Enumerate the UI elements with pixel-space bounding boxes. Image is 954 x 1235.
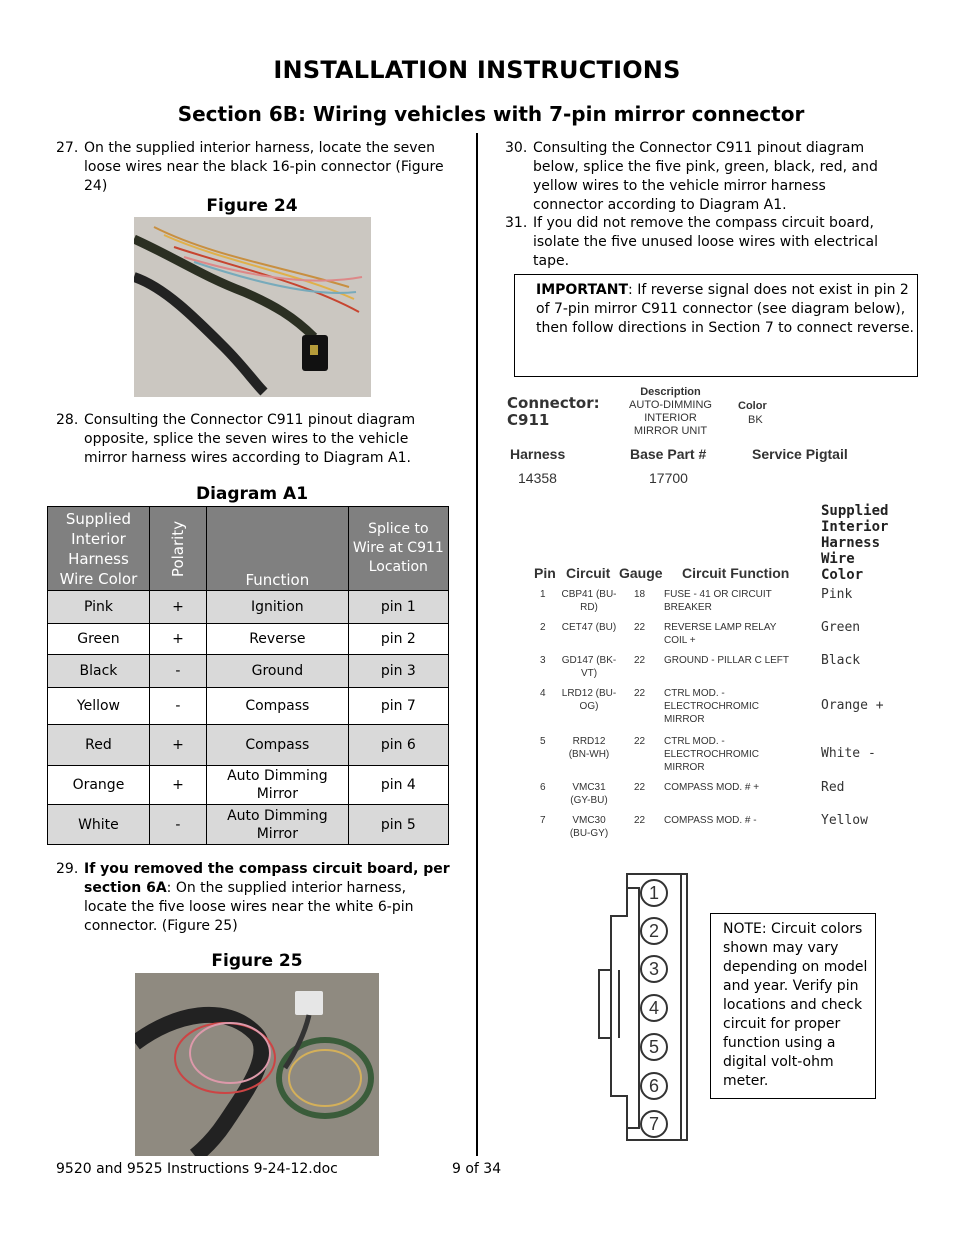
- cell-function: Auto Dimming Mirror: [207, 805, 349, 845]
- harness-photo-image-2: [135, 973, 379, 1156]
- description-line: MIRROR UNIT: [633, 425, 708, 437]
- pin-label: 5: [648, 1037, 660, 1057]
- step-31: [505, 214, 900, 271]
- step-text: If you did not remove the compass circuit board, isolate the five unused loose wires with electrical tape.: [533, 215, 879, 269]
- diagram-a1-caption: Diagram A1: [195, 484, 309, 504]
- step-number: 29.: [56, 861, 79, 877]
- step-bold-text: If you removed the compass circuit board, per section 6A: [84, 861, 450, 896]
- step-27: [56, 139, 451, 196]
- cell-color: Red: [48, 725, 150, 766]
- supplied-header-line: Harness: [821, 535, 881, 551]
- cell-color: White: [48, 805, 150, 845]
- cell-pin: pin 4: [348, 766, 448, 805]
- step-30: [505, 139, 900, 215]
- cell-polarity: +: [149, 624, 206, 655]
- step-text-rest: : On the supplied interior harness, locate the five loose wires near the white 6-pin connector. (Figure 25): [84, 880, 414, 934]
- harness-photo-image: [134, 217, 371, 397]
- figure-25-caption: Figure 25: [211, 951, 303, 971]
- important-text: : If reverse signal does not exist in pin 2 of 7-pin mirror C911 connector (see diagram below), then follow directions in Section 7 to connect reverse.: [536, 282, 915, 336]
- table-row: [48, 688, 449, 725]
- pin-label: 3: [648, 959, 660, 979]
- cell-function: Ground: [207, 655, 349, 688]
- cell-polarity: +: [149, 591, 206, 624]
- cell-polarity: -: [149, 688, 206, 725]
- cell-polarity: -: [149, 805, 206, 845]
- connector-label: Connector:: [507, 394, 600, 412]
- figure-24-caption: Figure 24: [206, 196, 298, 216]
- cell-pin: pin 3: [348, 655, 448, 688]
- table-row: [48, 624, 449, 655]
- cell-pin: pin 1: [348, 591, 448, 624]
- step-text: On the supplied interior harness, locate the seven loose wires near the black 16-pin connector (Figure 24): [84, 140, 444, 194]
- cell-color: Yellow: [48, 688, 150, 725]
- cell-color: Orange: [48, 766, 150, 805]
- description-line: INTERIOR: [644, 412, 697, 424]
- section-subtitle: Section 6B: Wiring vehicles with 7-pin mirror connector: [177, 102, 805, 126]
- header-function: Function: [207, 507, 349, 591]
- step-28: [56, 411, 451, 468]
- step-number: 30.: [505, 140, 528, 156]
- table-row: [48, 591, 449, 624]
- column-divider: [476, 133, 478, 1156]
- col-circuit: Circuit: [566, 565, 611, 581]
- cell-pin: pin 7: [348, 688, 448, 725]
- pin-label: 4: [648, 998, 660, 1018]
- table-row: [48, 655, 449, 688]
- step-number: 27.: [56, 140, 79, 156]
- step-text: Consulting the Connector C911 pinout diagram opposite, splice the seven wires to the vehicle mirror harness wires according to Diagram A1.: [84, 412, 416, 466]
- header-polarity: Polarity: [149, 507, 206, 591]
- figure-24-photo: [134, 217, 371, 397]
- color-block: [738, 399, 767, 427]
- description-header: Description: [640, 386, 701, 398]
- important-box: [514, 274, 918, 377]
- description-block: [613, 386, 728, 438]
- header-splice-location: Splice to Wire at C911 Location: [348, 507, 448, 591]
- cell-function: Reverse: [207, 624, 349, 655]
- col-gauge: Gauge: [619, 565, 663, 581]
- connector-name: C911: [507, 411, 550, 429]
- table-row: [48, 805, 449, 845]
- cell-color: Black: [48, 655, 150, 688]
- color-value: BK: [748, 414, 763, 426]
- note-box: NOTE: Circuit colors shown may vary depending on model and year. Verify pin locations and check circuit for proper function using a digital volt-ohm meter.: [710, 913, 876, 1099]
- cell-pin: pin 6: [348, 725, 448, 766]
- header-wire-color: Supplied Interior Harness Wire Color: [48, 507, 150, 591]
- cell-polarity: +: [149, 766, 206, 805]
- page-title: INSTALLATION INSTRUCTIONS: [273, 56, 681, 84]
- cell-function: Compass: [207, 688, 349, 725]
- pin-label: 6: [648, 1076, 660, 1096]
- diagram-a1-table: [47, 506, 449, 845]
- step-number: 28.: [56, 412, 79, 428]
- cell-pin: pin 2: [348, 624, 448, 655]
- description-line: AUTO-DIMMING: [629, 399, 712, 411]
- step-text: [84, 860, 451, 936]
- supplied-wire-header: [821, 503, 888, 583]
- step-29: [56, 860, 451, 936]
- cell-color: Green: [48, 624, 150, 655]
- connector-diagram: [595, 870, 695, 1146]
- cell-function: Compass: [207, 725, 349, 766]
- footer-page-number: 9 of 34: [452, 1161, 502, 1177]
- col-circuit-function: Circuit Function: [682, 565, 790, 581]
- cell-polarity: +: [149, 725, 206, 766]
- service-pigtail: Service Pigtail: [752, 446, 848, 462]
- step-text: Consulting the Connector C911 pinout diagram below, splice the five pink, green, black, red, and yellow wires to the vehicle mirror harness connector according to Diagram A1.: [533, 140, 878, 213]
- figure-25-photo: [135, 973, 379, 1156]
- step-number: 31.: [505, 215, 528, 231]
- supplied-header-line: Interior: [821, 519, 889, 535]
- connector-label-block: [507, 395, 600, 429]
- cell-color: Pink: [48, 591, 150, 624]
- base-part-value: 17700: [649, 470, 688, 486]
- col-pin: Pin: [534, 565, 556, 581]
- table-row: [48, 725, 449, 766]
- cell-pin: pin 5: [348, 805, 448, 845]
- cell-polarity: -: [149, 655, 206, 688]
- supplied-header-line: Color: [821, 567, 864, 583]
- important-label: IMPORTANT: [536, 282, 629, 298]
- cell-function: Auto Dimming Mirror: [207, 766, 349, 805]
- footer-filename: 9520 and 9525 Instructions 9-24-12.doc: [56, 1161, 338, 1177]
- base-part-header: Base Part #: [630, 446, 707, 462]
- supplied-header-line: Supplied: [821, 503, 889, 519]
- pin-label: 2: [648, 921, 660, 941]
- table-header-row: [48, 507, 449, 591]
- table-row: [48, 766, 449, 805]
- pin-label: 7: [648, 1114, 660, 1134]
- supplied-header-line: Wire: [821, 551, 855, 567]
- harness-value: 14358: [518, 470, 557, 486]
- color-header: Color: [738, 400, 767, 412]
- cell-function: Ignition: [207, 591, 349, 624]
- harness-header: Harness: [510, 446, 566, 462]
- pin-label: 1: [648, 883, 660, 903]
